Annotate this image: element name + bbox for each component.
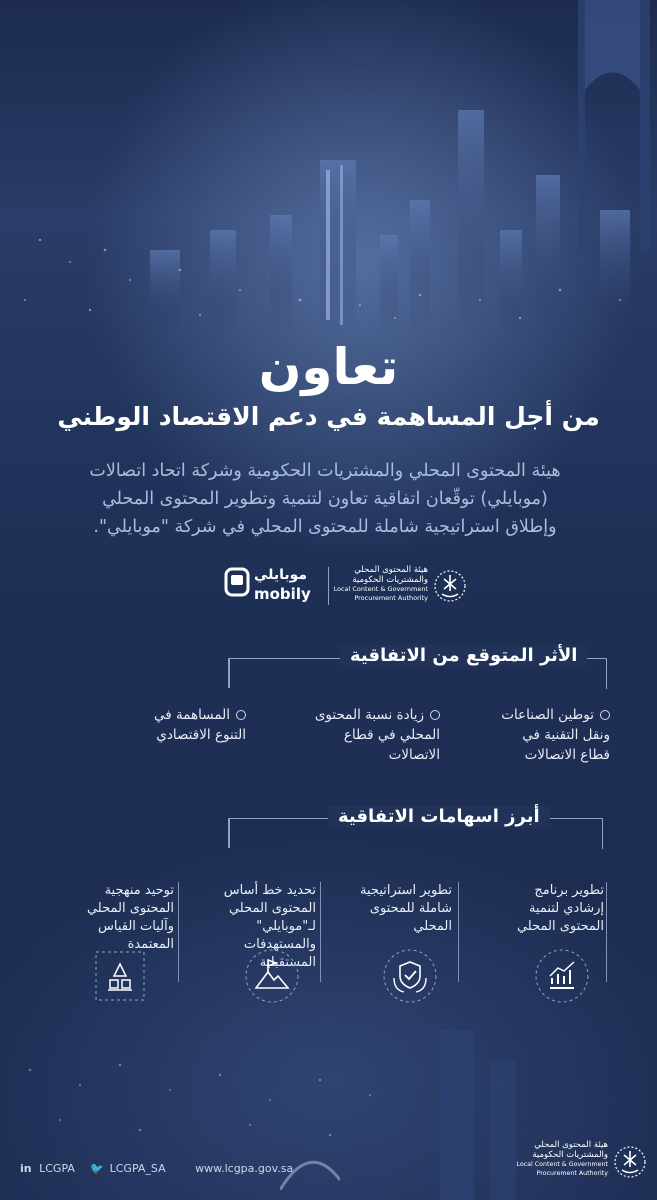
divider-line bbox=[178, 882, 179, 982]
city-skyline-image bbox=[0, 0, 657, 330]
authority-name-en: Local Content & Government bbox=[333, 585, 428, 593]
logo-divider bbox=[328, 567, 329, 605]
contribution-text: تطوير استراتيجية bbox=[360, 883, 452, 898]
footer-logo-en: Local Content & Government bbox=[516, 1161, 608, 1168]
contribution-text: إرشادي لتنمية bbox=[528, 901, 604, 916]
authority-text bbox=[332, 565, 428, 603]
impact-text: المحلي في قطاع bbox=[343, 727, 440, 743]
mountain-flag-icon bbox=[244, 948, 300, 1004]
footer-logo-ar: هيئة المحتوى المحلي bbox=[534, 1140, 608, 1150]
impact-text: الاتصالات bbox=[388, 747, 440, 763]
intro-line: (موبايلي) توقّعان اتفاقية تعاون لتنمية وتطوير المحتوى المحلي bbox=[102, 489, 548, 509]
authority-name-en: Procurement Authority bbox=[354, 594, 428, 602]
impact-text: قطاع الاتصالات bbox=[524, 747, 610, 763]
circle-bullet-icon bbox=[430, 710, 440, 720]
footer-logo-en: Procurement Authority bbox=[536, 1170, 608, 1177]
contribution-item bbox=[348, 882, 452, 936]
impact-text: ونقل التقنية في bbox=[522, 727, 610, 743]
mobily-name-ar: موبايلي bbox=[254, 567, 308, 583]
contribution-text: وآليات القياس bbox=[97, 919, 174, 934]
impact-text: زيادة نسبة المحتوى bbox=[314, 707, 424, 723]
impact-item bbox=[470, 705, 610, 765]
impact-text: المساهمة في bbox=[154, 707, 230, 723]
intro-paragraph bbox=[40, 457, 610, 541]
contribution-text: تحديد خط أساس bbox=[223, 883, 316, 898]
divider-line bbox=[320, 882, 321, 982]
impact-item bbox=[118, 705, 246, 745]
contribution-text: لـ"موبايلي" bbox=[256, 919, 316, 934]
mobily-logo-icon bbox=[224, 567, 250, 601]
mobily-name-en: mobily bbox=[254, 585, 311, 603]
footer-logo-text bbox=[500, 1140, 608, 1178]
footer-wave-decoration bbox=[280, 1150, 340, 1190]
contribution-item bbox=[58, 882, 174, 954]
contributions-frame-left bbox=[228, 818, 230, 848]
divider-line bbox=[606, 882, 607, 982]
twitter-handle[interactable]: LCGPA_SA bbox=[109, 1162, 166, 1175]
authority-name-ar: هيئة المحتوى المحلي bbox=[354, 565, 428, 575]
shield-hands-icon bbox=[382, 948, 438, 1004]
impact-text: التنوع الاقتصادي bbox=[156, 727, 246, 743]
contribution-text: توحيد منهجية bbox=[104, 883, 174, 898]
contribution-text: تطوير برنامج bbox=[534, 883, 604, 898]
growth-chart-icon bbox=[534, 948, 590, 1004]
impact-frame-left bbox=[228, 658, 230, 688]
blocks-icon bbox=[92, 948, 148, 1004]
contribution-text: المحتوى المحلي bbox=[228, 901, 316, 916]
contribution-text: المحلي bbox=[413, 919, 452, 934]
contribution-text: المحتوى المحلي bbox=[86, 901, 174, 916]
contribution-text: المستقبلية bbox=[259, 955, 316, 970]
impact-heading: الأثر المتوقع من الاتفاقية bbox=[340, 645, 587, 666]
circle-bullet-icon bbox=[600, 710, 610, 720]
footer-emblem-icon bbox=[612, 1142, 648, 1182]
divider-line bbox=[458, 882, 459, 982]
authority-name-ar: والمشتريات الحكومية bbox=[352, 575, 428, 585]
impact-item bbox=[290, 705, 440, 765]
contribution-text: والمستهدفات bbox=[243, 937, 316, 952]
footer-social bbox=[20, 1162, 293, 1175]
linkedin-icon[interactable]: in bbox=[20, 1162, 32, 1175]
page-title: تعاون bbox=[258, 338, 399, 396]
authority-emblem-icon bbox=[432, 567, 468, 605]
intro-line: هيئة المحتوى المحلي والمشتريات الحكومية وشركة اتحاد اتصالات bbox=[89, 461, 561, 481]
website-link[interactable]: www.lcgpa.gov.sa bbox=[195, 1162, 294, 1175]
circle-bullet-icon bbox=[236, 710, 246, 720]
partner-logos bbox=[210, 565, 470, 615]
linkedin-handle[interactable]: LCGPA bbox=[39, 1162, 75, 1175]
page-subtitle: من أجل المساهمة في دعم الاقتصاد الوطني bbox=[57, 402, 600, 431]
twitter-icon[interactable]: 🐦 bbox=[90, 1162, 105, 1175]
footer-logo-ar: والمشتريات الحكومية bbox=[532, 1150, 608, 1160]
contributions-heading: أبرز اسهامات الاتفاقية bbox=[328, 806, 550, 827]
impact-text: توطين الصناعات bbox=[501, 707, 594, 723]
contribution-text: المعتمدة bbox=[127, 937, 174, 952]
contribution-text: المحتوى المحلي bbox=[516, 919, 604, 934]
intro-line: وإطلاق استراتيجية شاملة للمحتوى المحلي في شركة "موبايلي". bbox=[93, 517, 557, 537]
footer-authority-logo bbox=[500, 1140, 650, 1190]
contribution-text: شاملة للمحتوى bbox=[369, 901, 452, 916]
contribution-item bbox=[488, 882, 604, 936]
